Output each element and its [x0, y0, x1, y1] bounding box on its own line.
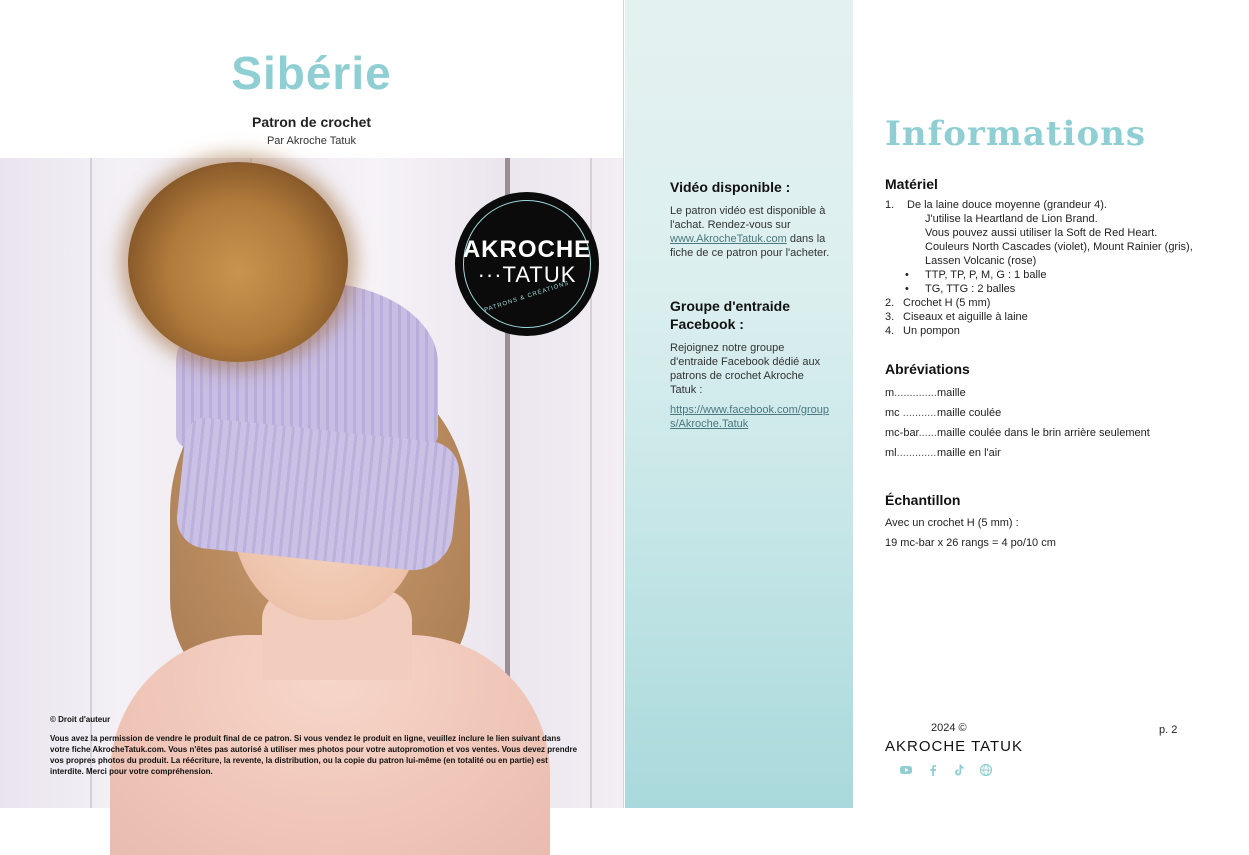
- list-item: [885, 296, 1205, 310]
- facebook-group-link[interactable]: https://www.facebook.com/groups/Akroche.Tatuk: [670, 404, 829, 430]
- list-number: 2.: [885, 297, 895, 309]
- facebook-group-section: [670, 297, 832, 431]
- materiel-line: Vous pouvez aussi utiliser la Soft de Red Heart.: [925, 227, 1158, 239]
- akroche-tatuk-logo: [455, 192, 599, 336]
- pattern-title: Sibérie: [231, 47, 392, 99]
- list-text: Crochet H (5 mm): [903, 297, 991, 309]
- video-text: [670, 204, 832, 260]
- tiktok-icon[interactable]: [951, 763, 967, 779]
- echantillon-text: [885, 513, 1056, 553]
- materiel-list: [885, 198, 1205, 338]
- youtube-icon[interactable]: [898, 763, 914, 779]
- copyright-title: © Droit d'auteur: [50, 715, 111, 724]
- pattern-byline: Par Akroche Tatuk: [266, 135, 357, 147]
- materiel-bullet: • TTP, TP, P, M, G : 1 balle: [885, 268, 1205, 282]
- footer-year: 2024 ©: [931, 722, 967, 734]
- cover-page: [0, 0, 624, 808]
- list-number: 3.: [885, 311, 895, 323]
- video-text-after: dans la fiche de ce patron pour l'acheter.: [670, 233, 830, 259]
- logo-line-1: AKROCHE: [462, 236, 592, 263]
- list-number: 1.: [885, 199, 895, 211]
- echantillon-heading: Échantillon: [885, 492, 961, 508]
- video-section: [670, 178, 832, 260]
- abbreviation-key: m .....: [885, 383, 937, 403]
- facebook-group-text: Rejoignez notre groupe d'entraide Facebook dédié aux patrons de crochet Akroche Tatuk :: [670, 342, 821, 396]
- facebook-group-heading: Groupe d'entraide Facebook :: [670, 298, 791, 332]
- abbreviation-value: maille: [937, 387, 966, 399]
- copyright-text: Vous avez la permission de vendre le produit final de ce patron. Si vous vendez le produit en ligne, veuillez inclure le lien suivant dans votre fiche AkrocheTatuk.com. Vous n'êtes pas autorisé à utiliser mes photos pour votre autopromotion et vos ventes. Vous devez prendre vos propres photos du produit. La réécriture, la revente, la distribution, ou la copie du patron lui-même (en totalité ou en partie) est interdite. Merci pour votre compréhension.: [50, 734, 578, 776]
- page-number: p. 2: [1159, 724, 1178, 736]
- video-text-before: Le patron vidéo est disponible à l'achat. Rendez-vous sur: [670, 205, 826, 231]
- list-text: Ciseaux et aiguille à laine: [903, 311, 1028, 323]
- list-item: [885, 198, 1205, 268]
- abbreviation-row: [885, 423, 1150, 443]
- list-number: 4.: [885, 325, 895, 337]
- list-item: [885, 324, 1205, 338]
- wood-plank-line: [90, 158, 92, 808]
- abbreviation-key: mc-bar .....: [885, 423, 937, 443]
- abbreviation-row: [885, 403, 1150, 423]
- globe-icon[interactable]: [978, 763, 994, 779]
- materiel-line: J'utilise la Heartland de Lion Brand.: [925, 213, 1098, 225]
- footer-brand: AKROCHE TATUK: [885, 738, 1024, 755]
- info-title: Informations: [885, 114, 1147, 154]
- abbreviation-key: mc .....: [885, 403, 937, 423]
- logo-line-2: ···TATUK: [477, 262, 577, 287]
- materiel-bullet: • TG, TTG : 2 balles: [885, 282, 1205, 296]
- copyright-notice: [50, 714, 580, 777]
- echantillon-line: 19 mc-bar x 26 rangs = 4 po/10 cm: [885, 537, 1056, 549]
- website-link[interactable]: www.AkrocheTatuk.com: [670, 233, 787, 245]
- abbreviation-row: [885, 443, 1150, 463]
- materiel-line: De la laine douce moyenne (grandeur 4).: [907, 199, 1107, 211]
- list-item: [885, 310, 1205, 324]
- materiel-line: Couleurs North Cascades (violet), Mount Rainier (gris),: [925, 241, 1193, 253]
- abbreviations-list: [885, 383, 1150, 463]
- materiel-line: Lassen Volcanic (rose): [925, 255, 1037, 267]
- pattern-subtitle: Patron de crochet: [251, 114, 372, 130]
- abbreviation-value: maille coulée: [937, 407, 1002, 419]
- materiel-heading: Matériel: [885, 176, 938, 192]
- list-text: Un pompon: [903, 325, 960, 337]
- abbreviation-value: maille en l'air: [937, 447, 1001, 459]
- facebook-icon[interactable]: [925, 763, 941, 779]
- logo-tagline: PATRONS & CRÉATIONS: [483, 280, 571, 314]
- echantillon-line: Avec un crochet H (5 mm) :: [885, 517, 1019, 529]
- abbreviation-value: maille coulée dans le brin arrière seulement: [937, 427, 1150, 439]
- abbreviation-row: [885, 383, 1150, 403]
- fur-pompom: [128, 162, 348, 362]
- abbreviations-heading: Abréviations: [885, 361, 970, 377]
- video-heading: Vidéo disponible :: [670, 179, 791, 195]
- abbreviation-key: ml .....: [885, 443, 937, 463]
